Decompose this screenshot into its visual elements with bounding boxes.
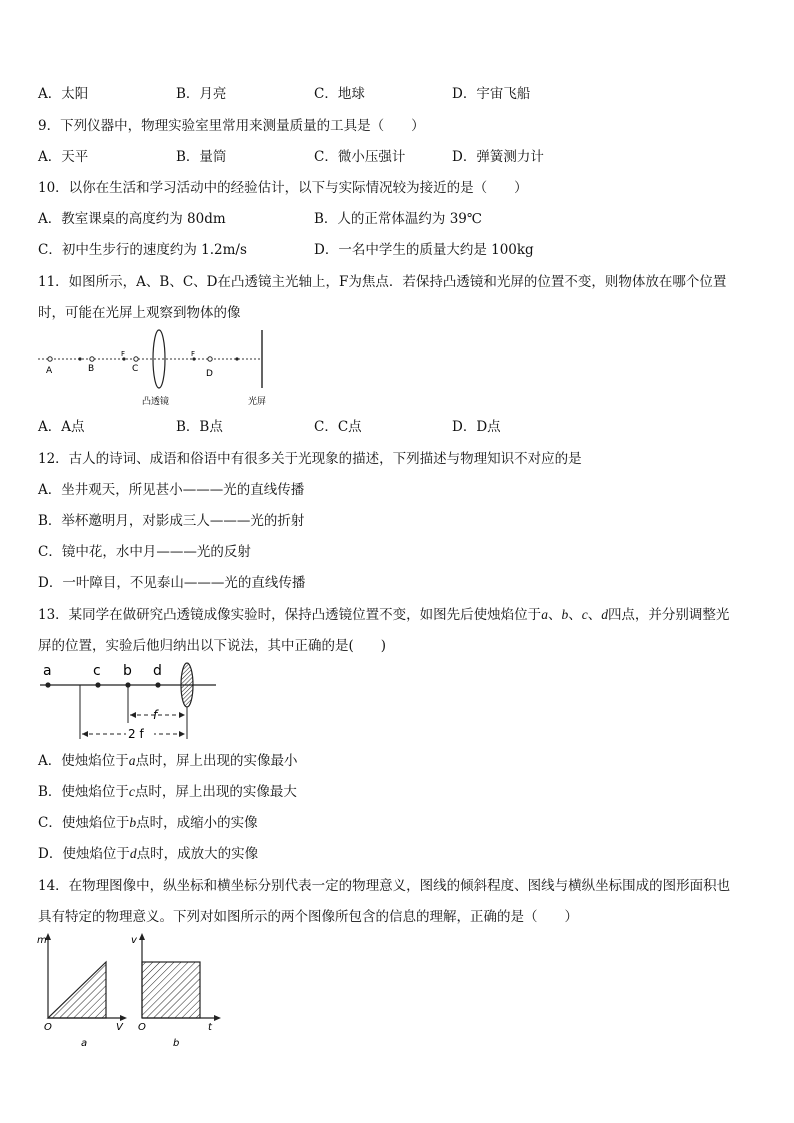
label-point-c: c [93, 663, 101, 679]
graph-a-y-label: m [37, 935, 47, 946]
q13-candle-figure [36, 655, 226, 745]
label-f: f [153, 708, 158, 722]
q13-stem-line1: 13．某同学在做研究凸透镜成像实验时，保持凸透镜位置不变，如图先后使烛焰位于a、b、c、d四点，并分别调整光 [38, 607, 730, 623]
graph-a-origin: O [44, 1022, 52, 1033]
hatched-lens [181, 663, 193, 707]
q11-stem-line2: 时，可能在光屏上观察到物体的像 [38, 305, 241, 321]
point-a [45, 682, 50, 687]
q11-option-a: A．A点 [38, 419, 85, 435]
q8-option-a: A．太阳 [38, 86, 89, 102]
q11-option-c: C．C点 [314, 419, 362, 435]
q13-option-b: B．使烛焰位于c点时，屏上出现的实像最大 [38, 784, 297, 800]
q10-option-d: D．一名中学生的质量大约是 100kg [314, 242, 534, 258]
graph-b-origin: O [138, 1022, 146, 1033]
label-b: B [88, 364, 95, 374]
q10-option-a: A．教室课桌的高度约为 80dm [38, 211, 226, 227]
label-point-d: d [153, 663, 162, 679]
q10-option-b: B．人的正常体温约为 39℃ [314, 211, 482, 227]
graph-a-shaded-triangle [48, 962, 106, 1018]
label-f-right: F [191, 350, 196, 358]
q9-option-b: B．量筒 [176, 149, 227, 165]
q14-stem-line2: 具有特定的物理意义。下列对如图所示的两个图像所包含的信息的理解，正确的是（ ） [38, 909, 578, 925]
point-b1-marker [78, 357, 81, 360]
point-d-marker [208, 357, 212, 361]
q13-stem-line2: 屏的位置，实验后他归纳出以下说法，其中正确的是( ) [38, 638, 387, 654]
q14-graph-a [34, 930, 130, 1050]
q9-option-d: D．弹簧测力计 [452, 149, 544, 165]
q8-option-b: B．月亮 [176, 86, 227, 102]
q12-option-d: D．一叶障目，不见泰山———光的直线传播 [38, 575, 306, 591]
point-b-marker [90, 357, 94, 361]
label-point-b: b [123, 663, 132, 679]
q8-option-c: C．地球 [314, 86, 365, 102]
q12-stem: 12．古人的诗词、成语和俗语中有很多关于光现象的描述，下列描述与物理知识不对应的是 [38, 451, 582, 467]
q9-stem: 9．下列仪器中，物理实验室里常用来测量质量的工具是（ ） [38, 118, 425, 134]
q14-graph-b [128, 930, 224, 1050]
screen-label: 光屏 [248, 397, 267, 407]
q13-option-d: D．使烛焰位于d点时，成放大的实像 [38, 846, 259, 862]
q13-option-a: A．使烛焰位于a点时，屏上出现的实像最小 [38, 753, 298, 769]
label-a: A [46, 366, 53, 376]
point-c [95, 682, 100, 687]
q11-option-b: B．B点 [176, 419, 223, 435]
label-f-left: F [121, 350, 126, 358]
q9-option-a: A．天平 [38, 149, 89, 165]
label-point-a: a [43, 663, 52, 679]
point-d2-marker [235, 357, 238, 360]
label-d: D [206, 369, 213, 379]
label-c: C [132, 364, 139, 374]
graph-b-x-label: t [208, 1022, 212, 1033]
point-a-marker [48, 357, 52, 361]
q10-option-c: C．初中生步行的速度约为 1.2m/s [38, 242, 247, 258]
graph-b-y-label: v [131, 935, 137, 946]
graph-a-caption: a [81, 1038, 88, 1049]
q11-option-d: D．D点 [452, 419, 501, 435]
q12-option-b: B．举杯邀明月，对影成三人———光的折射 [38, 513, 305, 529]
q10-stem: 10．以你在生活和学习活动中的经验估计，以下与实际情况较为接近的是（ ） [38, 180, 528, 196]
q11-stem-line1: 11．如图所示，A、B、C、D在凸透镜主光轴上，F为焦点．若保持凸透镜和光屏的位置不变，则物体放在哪个位置 [38, 274, 727, 290]
q12-option-c: C．镜中花，水中月———光的反射 [38, 544, 251, 560]
graph-b-shaded-rectangle [142, 962, 200, 1018]
q9-option-c: C．微小压强计 [314, 149, 406, 165]
q12-option-a: A．坐井观天，所见甚小———光的直线传播 [38, 482, 305, 498]
point-d [155, 682, 160, 687]
lens-label: 凸透镜 [142, 397, 170, 407]
q13-option-c: C．使烛焰位于b点时，成缩小的实像 [38, 815, 258, 831]
graph-b-caption: b [173, 1038, 180, 1049]
q8-option-d: D．宇宙飞船 [452, 86, 531, 102]
q14-stem-line1: 14．在物理图像中，纵坐标和横坐标分别代表一定的物理意义，图线的倾斜程度、图线与横纵坐标围成的图形面积也 [38, 878, 731, 894]
q11-lens-figure [36, 326, 276, 410]
graph-a-x-label: V [116, 1022, 123, 1033]
point-c-marker [134, 357, 138, 361]
label-2f: 2 f [128, 727, 144, 741]
